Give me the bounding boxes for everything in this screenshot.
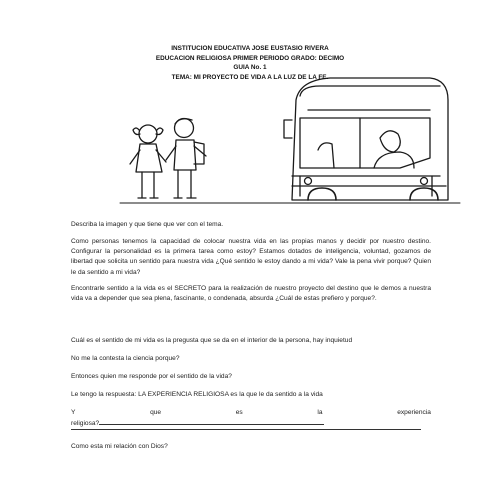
paragraph-2: Encontrarle sentido a la vida es el SECRETO para la realización de nuestro proyecto del destino que le demos a nuestra vida va a depender que sea plena, fascinante, o condenada, absurda ¿Cuál de estas prefiero y porque?. bbox=[71, 285, 431, 303]
question-what-is-religious-experience: Y que es la experiencia religiosa? bbox=[71, 409, 431, 428]
answer-line-2[interactable] bbox=[71, 429, 421, 430]
instruction-text: Describa la imagen y que tiene que ver con el tema. bbox=[71, 221, 224, 228]
school-name: INSTITUCION EDUCATIVA JOSE EUSTASIO RIVERA bbox=[171, 45, 329, 52]
document-header bbox=[120, 44, 380, 82]
paragraph-3: Cuál es el sentido de mi vida es la pregusta que se da en el interior de la persona, hay inquietud bbox=[71, 337, 353, 344]
bus-and-children-drawing-icon bbox=[0, 0, 495, 210]
topic-title: TEMA: MI PROYECTO DE VIDA A LA LUZ DE LA FE. bbox=[171, 73, 329, 81]
course-title: EDUCACION RELIGIOSA PRIMER PERIODO GRADO: DECIMO bbox=[155, 54, 345, 62]
paragraph-1: Como personas tenemos la capacidad de colocar nuestra vida en las propias manos y decidir por nuestro destino. Configurar la personalidad es la primera tarea como estoy? Estamos dotados de inteligencia, voluntad, gozamos de libertad que solicita un sentido para nuestra vida ¿Qué sentido le estoy dando a mi vida? Vale la pena vivir porque? Quien le da sentido a mi vida? bbox=[71, 238, 431, 276]
question-relationship-with-god: Como esta mi relación con Dios? bbox=[71, 443, 168, 450]
answer-line[interactable] bbox=[99, 418, 324, 425]
answer-religious-experience: Le tengo la respuesta: LA EXPERIENCIA RELIGIOSA es la que le da sentido a la vida bbox=[71, 391, 323, 398]
guide-number: GUIA No. 1 bbox=[233, 64, 267, 72]
question-who-answers: Entonces quien me responde por el sentido de la vida? bbox=[71, 373, 232, 380]
question-science: No me la contesta la ciencia porque? bbox=[71, 355, 180, 362]
